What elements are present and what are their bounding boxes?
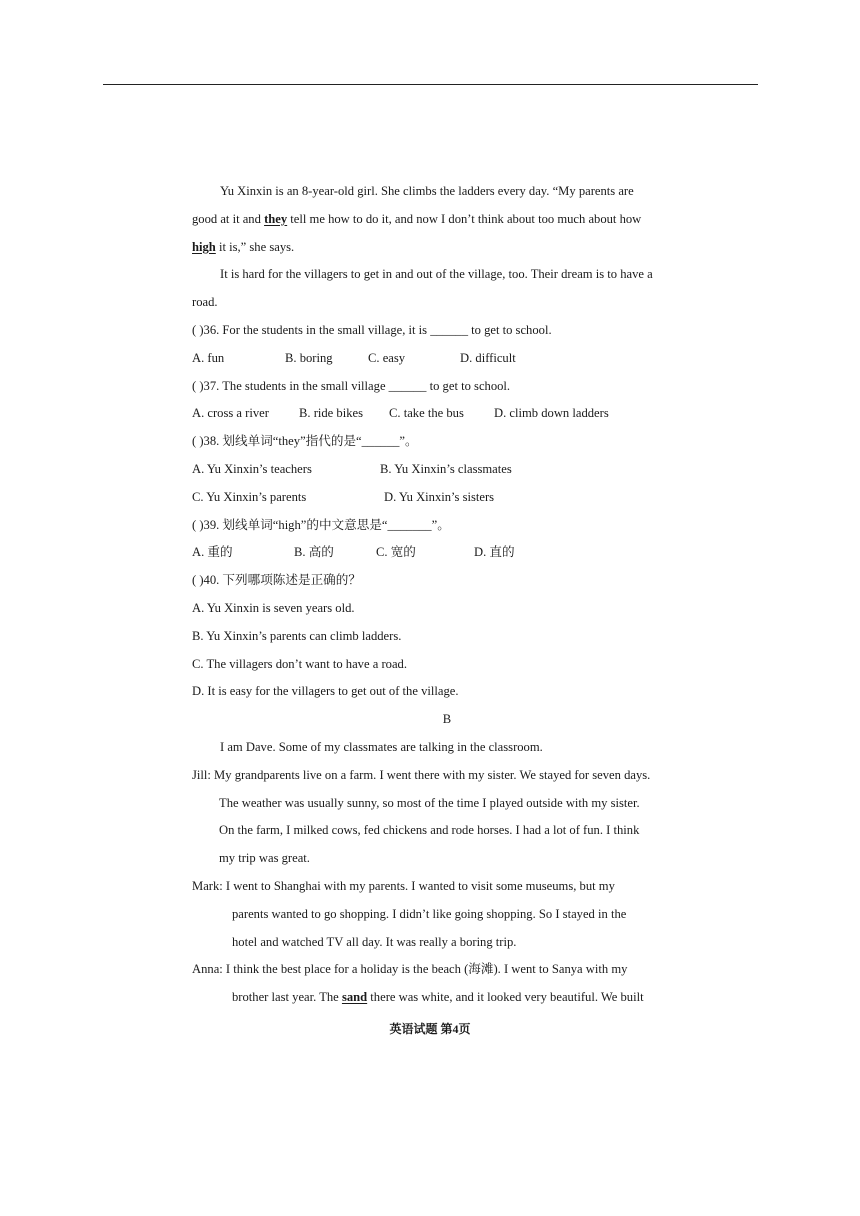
question-stem: ( )40. 下列哪项陈述是正确的？: [192, 573, 361, 588]
option: A. cross a river: [192, 406, 269, 421]
dialogue-line-mark: Mark: I went to Shanghai with my parents. I wanted to visit some museums, but my: [192, 878, 615, 893]
question-stem: ( )36. For the students in the small village, it is ______ to get to school.: [192, 322, 552, 337]
dialogue-line-anna: [192, 984, 712, 1012]
question-stem: ( )38. 划线单词“they”指代的是“______”。: [192, 434, 418, 449]
question-stem: ( )37. The students in the small village ______ to get to school.: [192, 378, 511, 393]
passage-b-intro: I am Dave. Some of my classmates are talking in the classroom.: [220, 739, 543, 754]
dialogue-line-anna: Anna: I think the best place for a holiday is the beach (海滩). I went to Sanya with my: [192, 962, 628, 977]
option: D. difficult: [460, 350, 516, 365]
question-options: [192, 539, 712, 567]
section-heading-b: B: [442, 712, 452, 727]
dialogue-line-jill: On the farm, I milked cows, fed chickens and rode horses. I had a lot of fun. I think: [219, 823, 640, 838]
text-span: brother last year. The: [232, 990, 342, 1005]
text-span: it is,” she says.: [215, 239, 295, 254]
option: C. take the bus: [389, 406, 464, 421]
option: A. fun: [192, 350, 225, 365]
dialogue-line-mark: parents wanted to go shopping. I didn’t like going shopping. So I stayed in the: [232, 906, 627, 921]
option: D. 直的: [474, 545, 515, 560]
question-options: [192, 484, 712, 512]
option: C. The villagers don’t want to have a road.: [192, 656, 407, 671]
option: B. boring: [285, 350, 333, 365]
text-span: there was white, and it looked very beautiful. We built: [367, 990, 644, 1005]
question-options: [192, 345, 712, 373]
dialogue-line-jill: my trip was great.: [219, 851, 310, 866]
option: A. Yu Xinxin’s teachers: [192, 461, 312, 476]
exam-content: [192, 178, 712, 1012]
option: B. ride bikes: [299, 406, 364, 421]
underlined-word-sand: sand: [341, 990, 368, 1005]
question-options: [192, 400, 712, 428]
passage-a-line: [192, 234, 712, 262]
underlined-word-they: they: [264, 211, 288, 226]
underlined-word-high: high: [192, 239, 216, 254]
option: B. Yu Xinxin’s classmates: [380, 461, 512, 476]
option: B. 高的: [294, 545, 334, 560]
text-span: tell me how to do it, and now I don’t think about too much about how: [287, 211, 642, 226]
dialogue-line-mark: hotel and watched TV all day. It was really a boring trip.: [232, 934, 517, 949]
passage-a-line: road.: [192, 295, 218, 310]
question-options: [192, 456, 712, 484]
passage-a-line: Yu Xinxin is an 8-year-old girl. She climbs the ladders every day. “My parents are: [220, 184, 634, 198]
passage-a-line: It is hard for the villagers to get in and out of the village, too. Their dream is to have a: [220, 267, 653, 282]
option: B. Yu Xinxin’s parents can climb ladders.: [192, 628, 402, 643]
option: C. 宽的: [376, 545, 416, 560]
dialogue-line-jill: The weather was usually sunny, so most of the time I played outside with my sister.: [219, 795, 640, 810]
passage-a-line: [192, 206, 712, 234]
option: C. Yu Xinxin’s parents: [192, 489, 307, 504]
option: D. It is easy for the villagers to get out of the village.: [192, 684, 459, 699]
question-stem: ( )39. 划线单词“high”的中文意思是“_______”。: [192, 517, 450, 532]
text-span: good at it and: [192, 211, 265, 226]
option: C. easy: [368, 350, 406, 365]
option: D. Yu Xinxin’s sisters: [384, 489, 495, 504]
header-rule: [103, 84, 758, 85]
dialogue-line-jill: Jill: My grandparents live on a farm. I went there with my sister. We stayed for seven days.: [192, 767, 651, 782]
page-footer: 英语试题 第4页: [389, 1022, 471, 1036]
option: D. climb down ladders: [494, 406, 609, 421]
option: A. 重的: [192, 545, 233, 560]
option: A. Yu Xinxin is seven years old.: [192, 600, 355, 615]
